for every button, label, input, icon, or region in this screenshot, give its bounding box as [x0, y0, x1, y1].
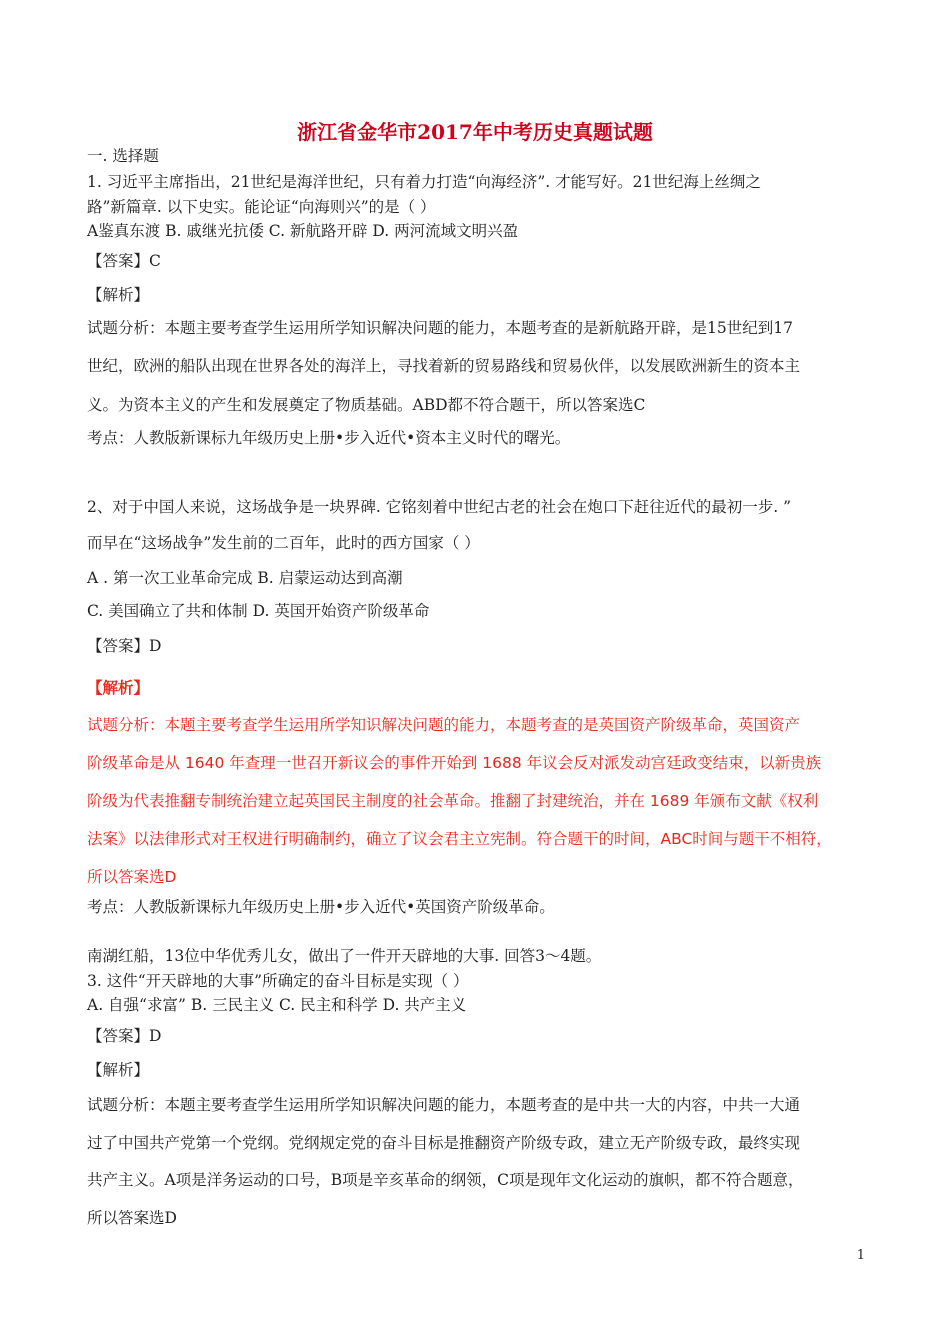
- q2-analysis-line: 法案》以法律形式对王权进行明确制约，确立了议会君主立宪制。符合题干的时间，ABC时间与题干不相符，: [87, 830, 832, 848]
- q2-point: 考点：人教版新课标九年级历史上册•步入近代•英国资产阶级革命。: [87, 898, 555, 916]
- q2-analysis-line: 所以答案选D: [87, 868, 177, 886]
- q2-analysis-line: 试题分析：本题主要考查学生运用所学知识解决问题的能力，本题考查的是英国资产阶级革命，英国资产: [87, 716, 801, 734]
- q3-intro: 南湖红船，13位中华优秀儿女，做出了一件开天辟地的大事. 回答3～4题。: [87, 947, 602, 965]
- q1-analysis-line: 试题分析：本题主要考查学生运用所学知识解决问题的能力，本题考查的是新航路开辟，是15世纪到17: [87, 319, 793, 337]
- q3-analysis-line: 所以答案选D: [87, 1209, 177, 1227]
- q3-analysis-line: 试题分析：本题主要考查学生运用所学知识解决问题的能力，本题考查的是中共一大的内容，中共一大通: [87, 1096, 801, 1114]
- q2-analysis-label: 【解析】: [87, 679, 150, 697]
- q1-analysis-label: 【解析】: [87, 286, 150, 304]
- q1-analysis-line: 义。为资本主义的产生和发展奠定了物质基础。ABD都不符合题干，所以答案选C: [87, 396, 646, 414]
- q3-analysis-label: 【解析】: [87, 1061, 150, 1079]
- q2-analysis-line: 阶级为代表推翻专制统治建立起英国民主制度的社会革命。推翻了封建统治，并在 1689 年颁布文献《权利: [87, 792, 819, 810]
- q3-analysis-line: 过了中国共产党第一个党纲。党纲规定党的奋斗目标是推翻资产阶级专政，建立无产阶级专政，最终实现: [87, 1134, 801, 1152]
- q3-answer: 【答案】D: [87, 1027, 162, 1045]
- q3-options: A. 自强“求富” B. 三民主义 C. 民主和科学 D. 共产主义: [87, 996, 467, 1014]
- q1-point: 考点：人教版新课标九年级历史上册•步入近代•资本主义时代的曙光。: [87, 429, 571, 447]
- q3-stem: 3. 这件“开天辟地的大事”所确定的奋斗目标是实现（ ）: [87, 972, 469, 990]
- page-number: 1: [856, 1248, 865, 1263]
- q2-options-line-2: C. 美国确立了共和体制 D. 英国开始资产阶级革命: [87, 602, 430, 620]
- q1-stem-line-1: 1. 习近平主席指出，21世纪是海洋世纪，只有着力打造“向海经济”. 才能写好。21世纪海上丝绸之: [87, 173, 761, 191]
- q2-analysis-line: 阶级革命是从 1640 年查理一世召开新议会的事件开始到 1688 年议会反对派发动宫廷政变结束，以新贵族: [87, 754, 822, 772]
- q2-answer: 【答案】D: [87, 637, 162, 655]
- q1-stem-line-2: 路”新篇章. 以下史实。能论证“向海则兴”的是（ ）: [87, 198, 436, 216]
- q2-stem-line-2: 而早在“这场战争”发生前的二百年，此时的西方国家（ ）: [87, 534, 480, 552]
- q1-options: A鉴真东渡 B. 戚继光抗倭 C. 新航路开辟 D. 两河流域文明兴盈: [87, 222, 519, 240]
- q2-options-line-1: A . 第一次工业革命完成 B. 启蒙运动达到高潮: [87, 569, 403, 587]
- section-heading: 一. 选择题: [87, 147, 159, 165]
- q2-stem-line-1: 2、对于中国人来说，这场战争是一块界碑. 它铭刻着中世纪古老的社会在炮口下赶往近代的最初一步. ”: [87, 498, 791, 516]
- page-title: 浙江省金华市2017年中考历史真题试题: [297, 120, 653, 144]
- q1-answer: 【答案】C: [87, 252, 161, 270]
- q1-analysis-line: 世纪，欧洲的船队出现在世界各处的海洋上，寻找着新的贸易路线和贸易伙伴，以发展欧洲新生的资本主: [87, 357, 801, 375]
- q3-analysis-line: 共产主义。A项是洋务运动的口号，B项是辛亥革命的纲领，C项是现年文化运动的旗帜，都不符合题意，: [87, 1171, 804, 1189]
